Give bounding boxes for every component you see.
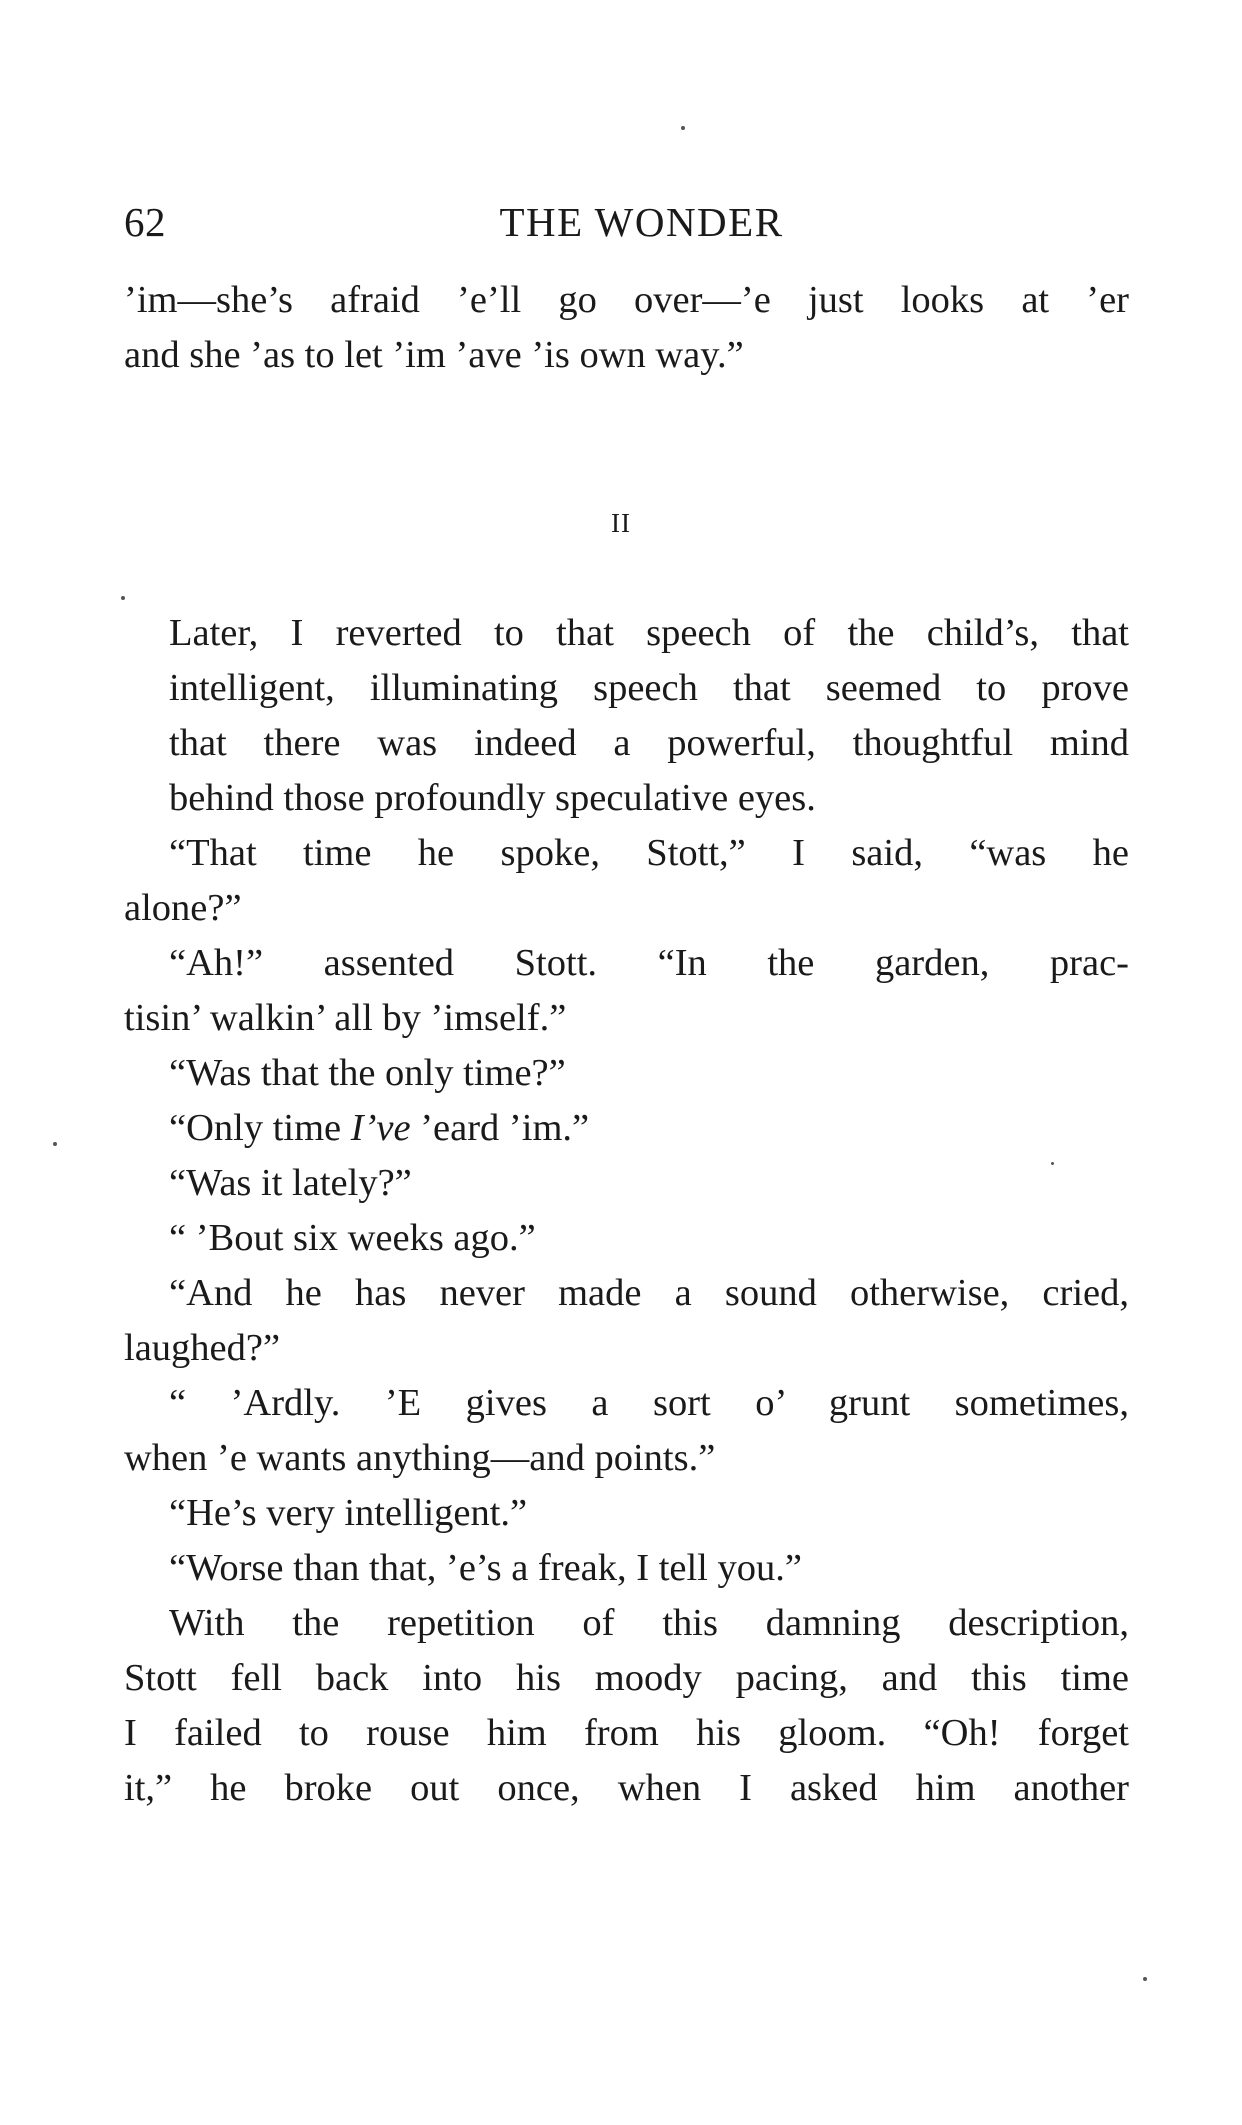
text-segment: “Only time: [169, 1107, 351, 1149]
text-line: “ ’Ardly. ’E gives a sort o’ grunt sometimes,: [169, 1382, 1129, 1424]
text-line: “ ’Bout six weeks ago.”: [169, 1217, 536, 1259]
paragraph: [124, 1156, 1129, 1211]
section-number: II: [611, 508, 631, 538]
page-number: 62: [124, 199, 166, 245]
text-line: that there was indeed a powerful, thoughtful mind: [169, 722, 1129, 764]
text-line: Stott fell back into his moody pacing, and this time: [124, 1657, 1129, 1699]
scan-speck: [121, 596, 125, 600]
paragraph: [124, 1541, 1129, 1596]
scan-speck: [1143, 1977, 1147, 1981]
text-line: “And he has never made a sound otherwise, cried,: [169, 1272, 1129, 1314]
paragraph: [124, 606, 1129, 826]
paragraph: [124, 1486, 1129, 1541]
text-line: I failed to rouse him from his gloom. “Oh! forget: [124, 1712, 1129, 1754]
paragraph: [124, 826, 1129, 936]
text-line: intelligent, illuminating speech that seemed to prove: [169, 667, 1129, 709]
running-title: THE WONDER: [499, 199, 784, 245]
paragraph: [124, 1266, 1129, 1376]
text-line: and she ’as to let ’im ’ave ’is own way.”: [124, 334, 744, 376]
text-line: alone?”: [124, 887, 242, 929]
text-line: “Was that the only time?”: [169, 1052, 566, 1094]
text-line: [124, 1101, 1129, 1156]
text-line: it,” he broke out once, when I asked him another: [124, 1767, 1129, 1809]
continuation-paragraph: [124, 273, 1129, 383]
paragraph: [124, 936, 1129, 1046]
running-head: [124, 192, 1129, 252]
scan-speck: [1051, 1162, 1054, 1165]
text-line: “Ah!” assented Stott. “In the garden, prac-: [169, 942, 1129, 984]
paragraph: [124, 1376, 1129, 1486]
scan-speck: [681, 126, 685, 130]
text-line: tisin’ walkin’ all by ’imself.”: [124, 997, 567, 1039]
body-text: [124, 606, 1129, 1816]
text-line: behind those profoundly speculative eyes.: [169, 777, 816, 819]
scan-speck: [53, 1142, 57, 1146]
text-segment: ’eard ’im.”: [410, 1107, 590, 1149]
italic-word: I’ve: [350, 1107, 411, 1149]
paragraph: [124, 1101, 1129, 1156]
paragraph: [124, 1211, 1129, 1266]
paragraph: [124, 1046, 1129, 1101]
paragraph: [124, 1596, 1129, 1816]
text-line: when ’e wants anything—and points.”: [124, 1437, 716, 1479]
text-line: “Was it lately?”: [169, 1162, 412, 1204]
text-line: ’im—she’s afraid ’e’ll go over—’e just looks at ’er: [124, 279, 1129, 321]
text-line: laughed?”: [124, 1327, 281, 1369]
text-line: “He’s very intelligent.”: [169, 1492, 528, 1534]
text-line: “Worse than that, ’e’s a freak, I tell you.”: [169, 1547, 802, 1589]
text-line: With the repetition of this damning description,: [169, 1602, 1129, 1644]
text-line: Later, I reverted to that speech of the child’s, that: [169, 612, 1129, 654]
text-line: “That time he spoke, Stott,” I said, “was he: [169, 832, 1129, 874]
